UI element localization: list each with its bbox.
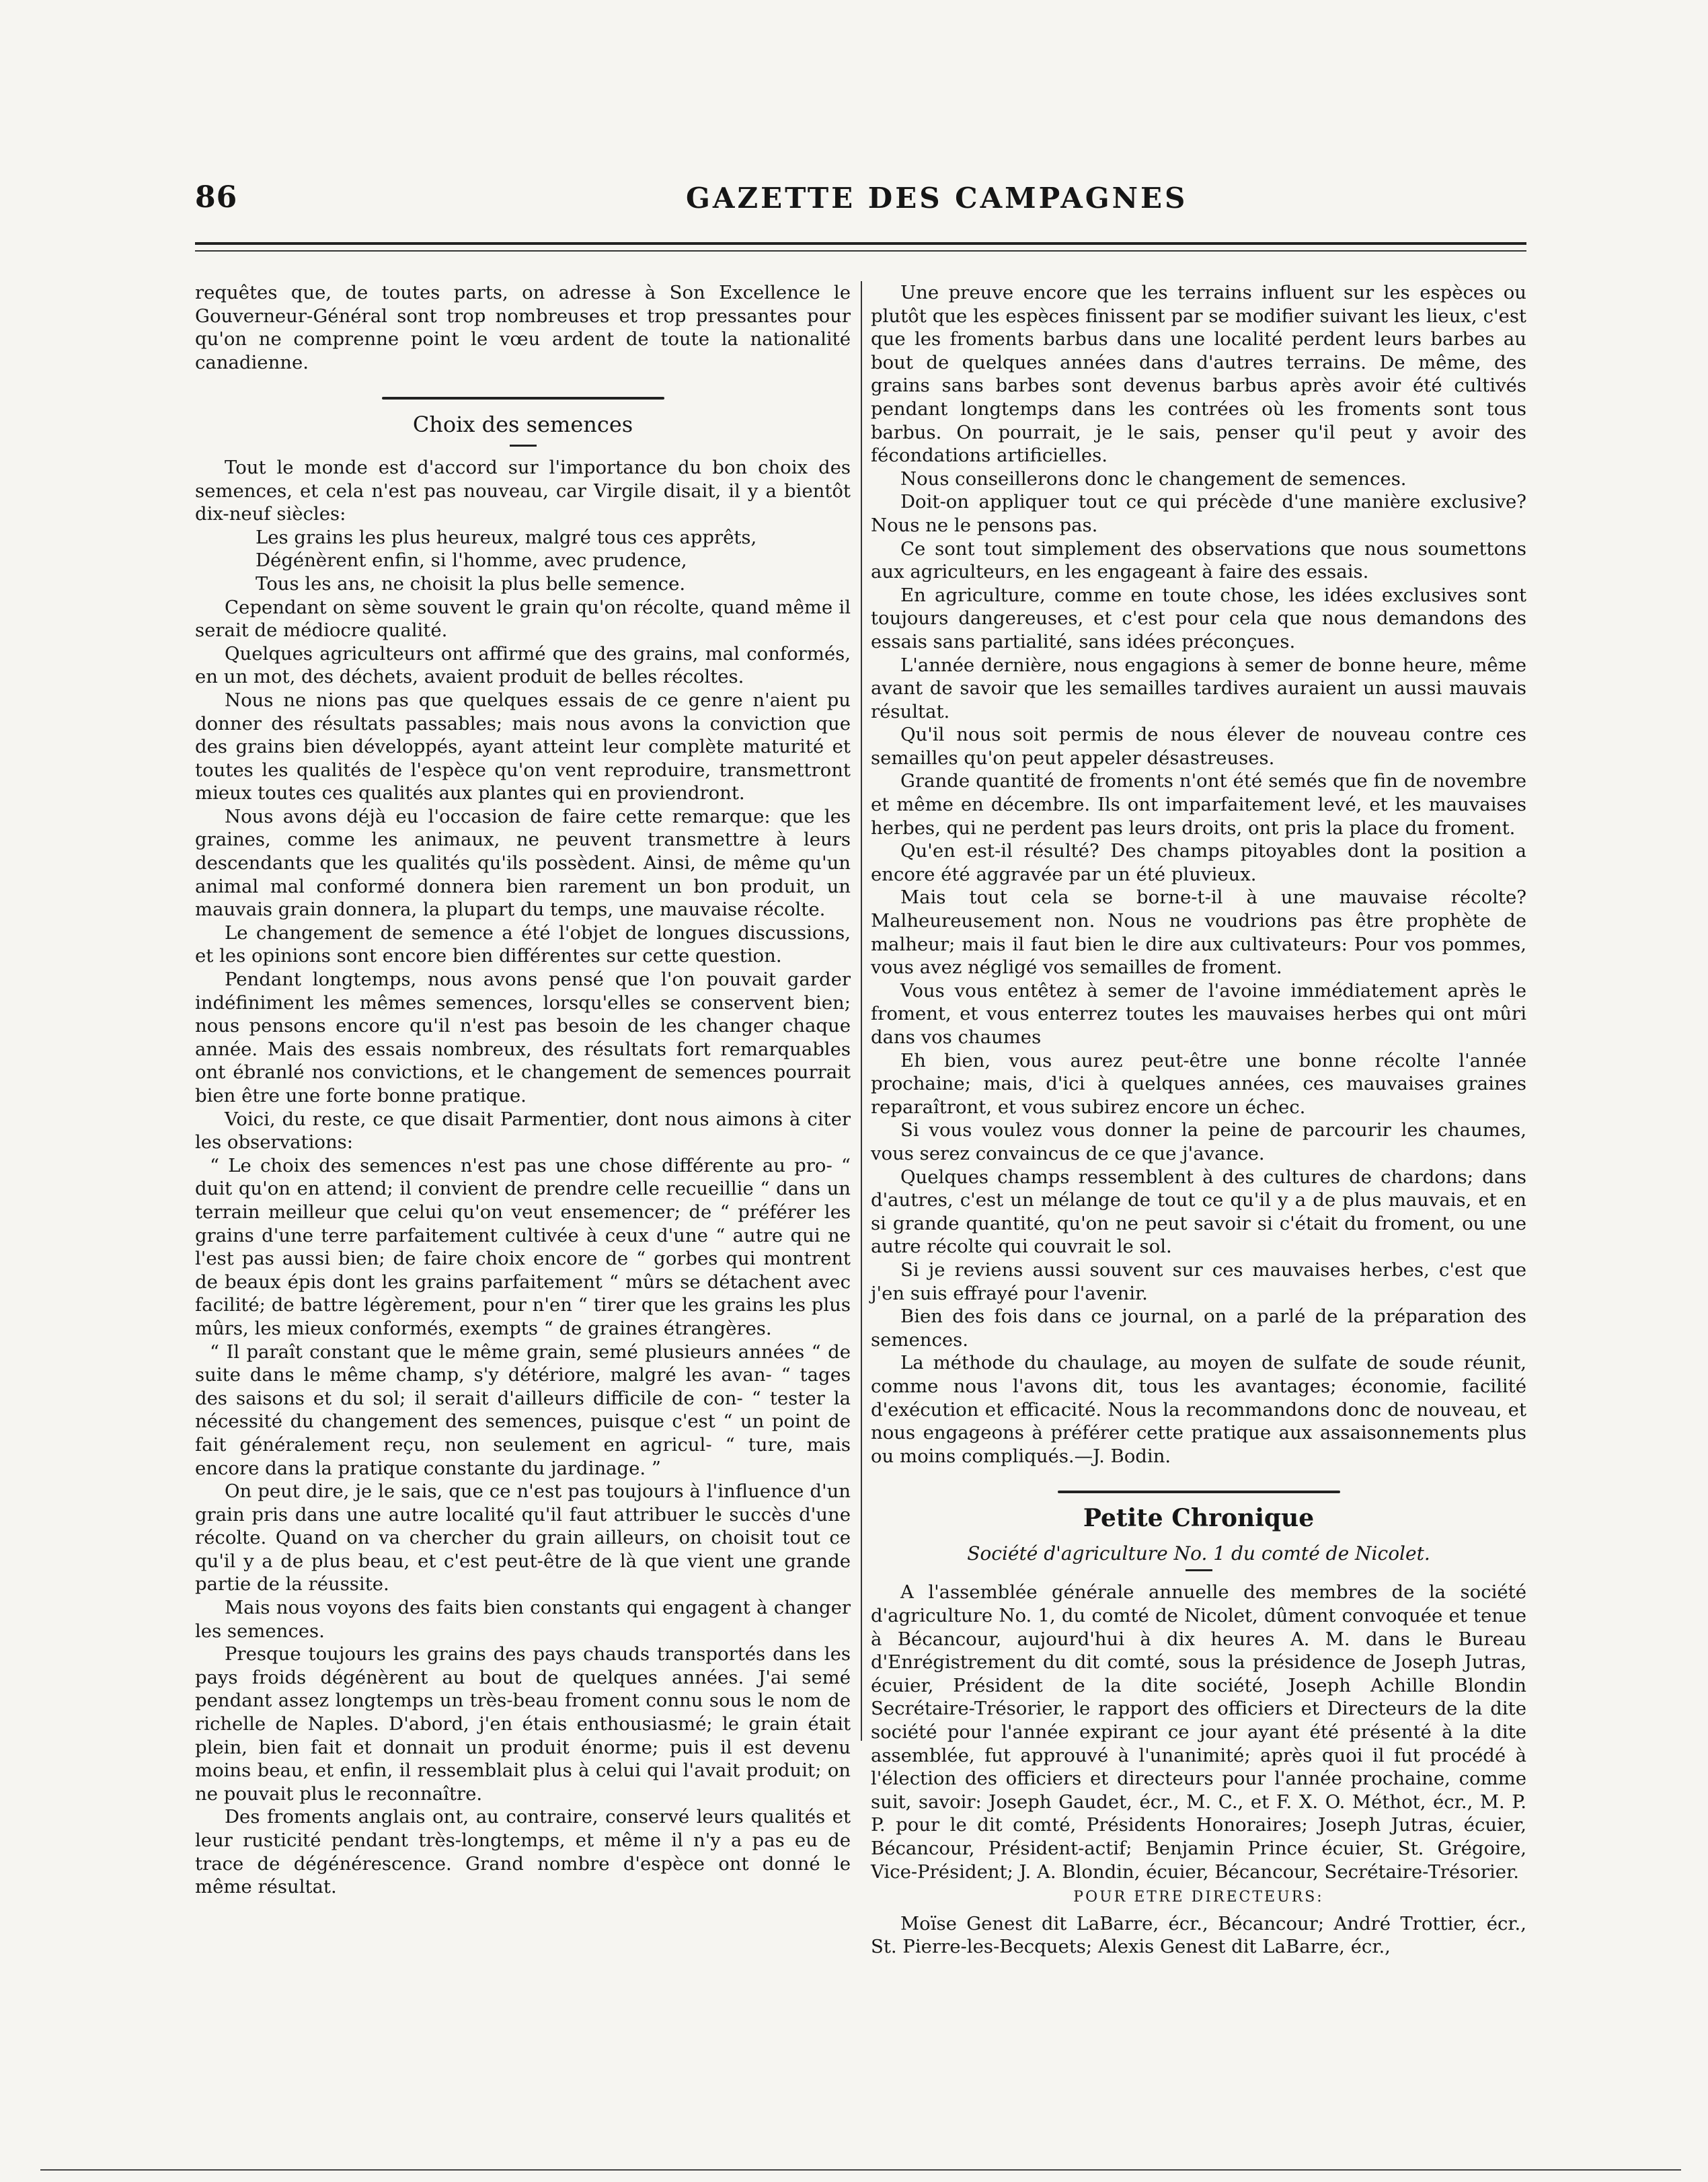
article-paragraph: En agriculture, comme en toute chose, les idées exclusives sont toujours dangereuses, et c'est pour cela que nous demandons des essais sans partialité, sans idées préconçues. <box>871 584 1526 652</box>
article-paragraph: Mais nous voyons des faits bien constants qui engagent à changer les semences. <box>195 1597 851 1642</box>
article-paragraph: Bien des fois dans ce journal, on a parlé de la préparation des semences. <box>871 1306 1526 1351</box>
article-paragraph: Presque toujours les grains des pays chauds transportés dans les pays froids dégénèrent au bout de quelques années. J'ai semé pendant assez longtemps un très-beau froment connu sous le nom de richelle de Naples. D'abord, j'en étais enthousiasmé; le grain était plein, bien fait et donnait un produit énorme; puis il est devenu moins beau, et enfin, il ressemblait plus à celui qui l'avait produit; on ne pouvait plus le reconnaître. <box>195 1643 851 1805</box>
left-column <box>195 281 851 1899</box>
page-header <box>195 180 1526 227</box>
article-paragraph: Qu'il nous soit permis de nous élever de nouveau contre ces semailles qu'on peut appeler désastreuses. <box>871 724 1526 769</box>
article-paragraph: Si vous voulez vous donner la peine de parcourir les chaumes, vous serez convaincus de ce que j'avance. <box>871 1119 1526 1164</box>
article-paragraph: Cependant on sème souvent le grain qu'on récolte, quand même il serait de médiocre qualité. <box>195 596 851 642</box>
article-paragraph: L'année dernière, nous engagions à semer de bonne heure, même avant de savoir que les semailles tardives auraient un aussi mauvais résultat. <box>871 654 1526 722</box>
section-title: Choix des semences <box>412 412 633 438</box>
quotation-block: “ Il paraît constant que le même grain, semé plusieurs années “ de suite dans le même champ, s'y détériore, malgré les avan- “ tages des saisons et du sol; il serait d'ailleurs difficile de con- “ tester la nécessité du changement des semences, puisque c'est “ un point de fait généralement reçu, non seulement en agricul- “ ture, mais encore dans la pratique constante du jardinage. ” <box>195 1341 851 1479</box>
article-paragraph: Voici, du reste, ce que disait Parmentier, dont nous aimons à citer les observations: <box>195 1108 851 1154</box>
header-rule-thin <box>195 250 1526 252</box>
article-paragraph: Quelques agriculteurs ont affirmé que des grains, mal conformés, en un mot, des déchets, avaient produit de belles récoltes. <box>195 642 851 688</box>
title-dash <box>1186 1569 1212 1571</box>
section-divider <box>1058 1491 1340 1493</box>
article-paragraph: Vous vous entêtez à semer de l'avoine immédiatement après le froment, et vous enterrez toutes les mauvaises herbes qui ont mûri dans vos chaumes <box>871 979 1526 1048</box>
page-number: 86 <box>195 180 238 215</box>
page-bottom-edge <box>40 2169 1681 2171</box>
verse-line: Dégénèrent enfin, si l'homme, avec prudence, <box>256 550 687 572</box>
header-rule <box>195 242 1526 245</box>
intro-paragraph: requêtes que, de toutes parts, on adresse à Son Excellence le Gouverneur-Général sont trop nombreuses et trop pressantes pour qu'on ne comprenne point le vœu ardent de toute la nationalité canadienne. <box>195 282 851 373</box>
article-paragraph: Tout le monde est d'accord sur l'importance du bon choix des semences, et cela n'est pas nouveau, car Virgile disait, il y a bientôt dix-neuf siècles: <box>195 456 851 525</box>
verse-line: Tous les ans, ne choisit la plus belle semence. <box>256 572 686 595</box>
article-paragraph: On peut dire, je le sais, que ce n'est pas toujours à l'influence d'un grain pris dans une autre localité qu'il faut attribuer le succès d'une récolte. Quand on va chercher du grain ailleurs, on choisit tout ce qu'il y a de plus beau, et c'est peut-être de là que vient une grande partie de la réussite. <box>195 1480 851 1595</box>
article-paragraph: Une preuve encore que les terrains influent sur les espèces ou plutôt que les espèces finissent par se modifier suivant les lieux, c'est que les froments barbus dans une localité perdent leurs barbes au bout de quelques années dans d'autres terrains. De même, des grains sans barbes sont devenus barbus après avoir été cultivés pendant longtemps dans les contrées où les froments sont tous barbus. On pourrait, je le sais, penser qu'il peut y avoir des fécondations artificielles. <box>871 282 1526 467</box>
article-paragraph: Pendant longtemps, nous avons pensé que l'on pouvait garder indéfiniment les mêmes semences, lorsqu'elles se conservent bien; nous pensons encore qu'il n'est pas besoin de les changer chaque année. Mais des essais nombreux, des résultats fort remarquables ont ébranlé nos convictions, et le changement de semences pourrait bien être une forte bonne pratique. <box>195 969 851 1106</box>
verse-line: Les grains les plus heureux, malgré tous ces apprêts, <box>256 526 757 548</box>
chronique-title: Petite Chronique <box>1083 1504 1315 1533</box>
article-paragraph: Nous ne nions pas que quelques essais de ce genre n'aient pu donner des résultats passables; mais nous avons la conviction que des grains bien développés, ayant atteint leur complète maturité et toutes les qualités de l'espèce qu'on vent reproduire, transmettront mieux toutes ces qualités aux plantes qui en proviendront. <box>195 689 851 804</box>
right-column <box>871 281 1526 1959</box>
article-paragraph: A l'assemblée générale annuelle des membres de la société d'agriculture No. 1, du comté de Nicolet, dûment convoquée et tenue à Bécancour, aujourd'hui à dix heures A. M. dans le Bureau d'Enrégistrement du dit comté, sous la présidence de Joseph Jutras, écuier, Président de la dite société, Joseph Achille Blondin Secrétaire-Trésorier, le rapport des officiers et Directeurs de la dite société pour l'année expirant ce jour ayant été présenté à la dite assemblée, fut approuvé à l'unanimité; après quoi il fut procédé à l'élection des officiers et directeurs pour l'année prochaine, comme suit, savoir: Joseph Gaudet, écr., M. C., et F. X. O. Méthot, écr., M. P. P. pour le dit comté, Présidents Honoraires; Joseph Jutras, écuier, Bécancour, Président-actif; Benjamin Prince écuier, St. Grégoire, Vice-Président; J. A. Blondin, écuier, Bécancour, Secrétaire-Trésorier. <box>871 1581 1526 1883</box>
article-paragraph: Moïse Genest dit LaBarre, écr., Bécancour; André Trottier, écr., St. Pierre-les-Becquets; Alexis Genest dit LaBarre, écr., <box>871 1912 1526 1958</box>
article-paragraph: Nous conseillerons donc le changement de semences. <box>900 467 1407 490</box>
article-paragraph: Le changement de semence a été l'objet de longues discussions, et les opinions sont encore bien différentes sur cette question. <box>195 921 851 967</box>
chronique-subtitle: Société d'agriculture No. 1 du comté de Nicolet. <box>967 1542 1430 1565</box>
article-paragraph: Grande quantité de froments n'ont été semés que fin de novembre et même en décembre. Ils ont imparfaitement levé, et les mauvaises herbes, qui ne perdent pas leurs droits, ont pris la place du froment. <box>871 770 1526 839</box>
title-dash <box>510 445 537 447</box>
article-paragraph: Qu'en est-il résulté? Des champs pitoyables dont la position a encore été aggravée par un été pluvieux. <box>871 840 1526 885</box>
article-paragraph: Si je reviens aussi souvent sur ces mauvaises herbes, c'est que j'en suis effrayé pour l'avenir. <box>871 1258 1526 1304</box>
article-paragraph: La méthode du chaulage, au moyen de sulfate de soude réunit, comme nous l'avons dit, tous les avantages; économie, facilité d'exécution et efficacité. Nous la recommandons donc de nouveau, et nous engageons à préférer cette pratique aux assaisonnements plus ou moins compliqués.—J. Bodin. <box>871 1352 1526 1467</box>
quotation-block: “ Le choix des semences n'est pas une chose différente au pro- “ duit qu'on en attend; il convient de prendre celle recueillie “ dans un terrain meilleur que celui qu'on veut ensemencer; de “ préférer les grains d'une terre parfaitement cultivée à ceux d'une “ autre qui ne l'est pas aussi bien; de faire choix encore de “ gorbes qui montrent de beaux épis dont les grains parfaitement “ mûrs se détachent avec facilité; de battre légèrement, pour n'en “ tirer que les grains les plus mûrs, les mieux conformés, exempts “ de graines étrangères. <box>195 1154 851 1339</box>
article-paragraph: Eh bien, vous aurez peut-être une bonne récolte l'année prochaine; mais, d'ici à quelques années, ces mauvaises graines reparaîtront, et vous subirez encore un échec. <box>871 1049 1526 1118</box>
article-paragraph: Des froments anglais ont, au contraire, conservé leurs qualités et leur rusticité pendant très-longtemps, et même il n'y a pas eu de trace de dégénérescence. Grand nombre d'espèce ont donné le même résultat. <box>195 1806 851 1898</box>
masthead-title: GAZETTE DES CAMPAGNES <box>686 182 1188 215</box>
section-divider <box>382 397 664 400</box>
article-paragraph: Doit-on appliquer tout ce qui précède d'une manière exclusive? Nous ne le pensons pas. <box>871 491 1526 536</box>
directors-heading: POUR ETRE DIRECTEURS: <box>1073 1889 1324 1906</box>
article-paragraph: Nous avons déjà eu l'occasion de faire cette remarque: que les graines, comme les animaux, ne peuvent transmettre à leurs descendants que les qualités qu'ils possèdent. Ainsi, de même qu'un animal mal conformé donnera bien rarement un bon produit, un mauvais grain donnera, la plupart du temps, une mauvaise récolte. <box>195 805 851 921</box>
column-divider <box>861 281 862 1741</box>
article-paragraph: Ce sont tout simplement des observations que nous soumettons aux agriculteurs, en les engageant à faire des essais. <box>871 537 1526 583</box>
article-paragraph: Quelques champs ressemblent à des cultures de chardons; dans d'autres, c'est un mélange de tout ce qu'il y a de plus mauvais, et en si grande quantité, qu'on ne peut savoir si c'était du froment, ou une autre récolte qui couvrait le sol. <box>871 1166 1526 1258</box>
article-paragraph: Mais tout cela se borne-t-il à une mauvaise récolte? Malheureusement non. Nous ne voudrions pas être prophète de malheur; mais il faut bien le dire aux cultivateurs: Pour vos pommes, vous avez négligé vos semailles de froment. <box>871 887 1526 979</box>
